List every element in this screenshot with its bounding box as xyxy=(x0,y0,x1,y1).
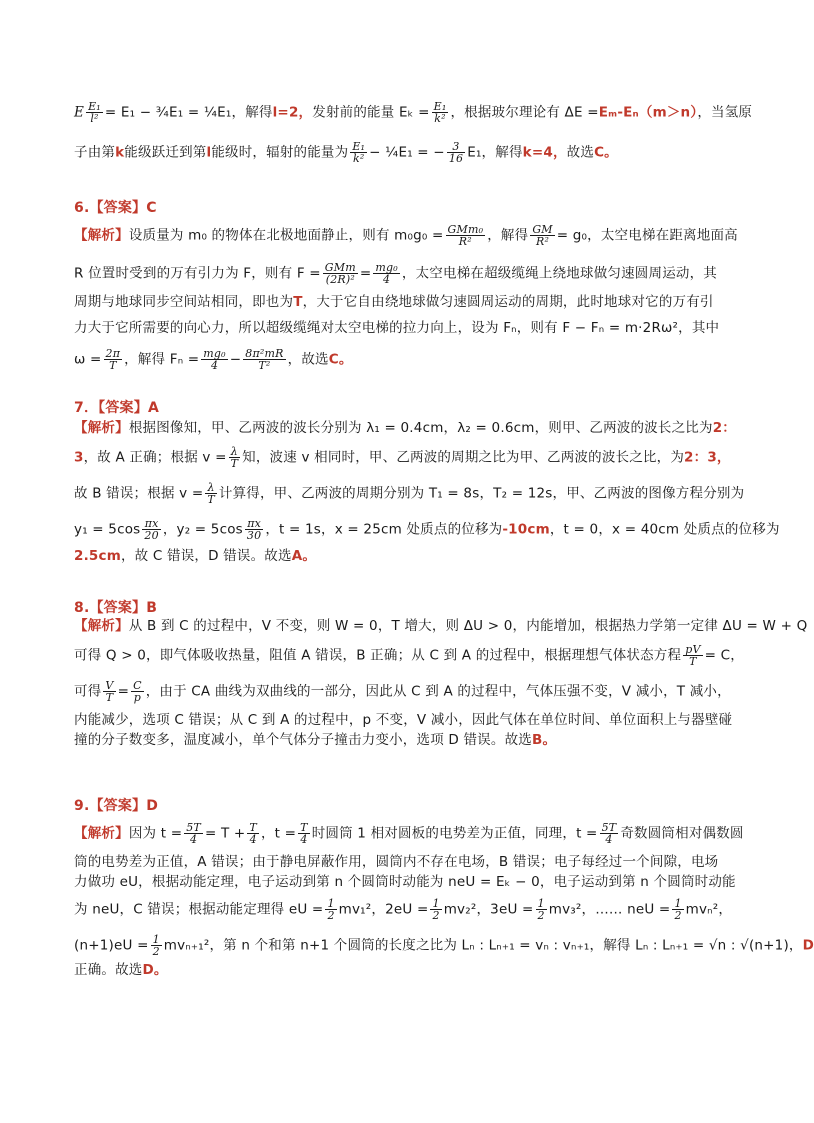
text: = g₀，太空电梯在距离地面高 xyxy=(556,227,738,244)
equation: − ¼E₁ = − xyxy=(369,144,445,161)
fraction: $\frac{\text{mg₀}}{4}$ xyxy=(203,347,226,372)
highlight: l=2， xyxy=(272,104,313,121)
q9-line-6 xyxy=(74,960,724,980)
text: 为 neU，C 错误；根据动能定理得 eU = xyxy=(74,901,324,918)
q9-line-1 xyxy=(74,821,744,846)
text: y₁ = 5cos xyxy=(74,521,141,538)
q8-line-1 xyxy=(74,616,808,636)
text: ，t = 0，x = 40cm 处质点的位移为 xyxy=(549,521,780,538)
text: ，太空电梯在超级缆绳上绕地球做匀速圆周运动，其 xyxy=(401,265,717,282)
q5-line-1 xyxy=(74,100,753,125)
analysis-label: 【解析】 xyxy=(74,420,129,436)
text: 力大于它所需要的向心力，所以超级缆绳对太空电梯的拉力向上，设为 Fₙ，则有 F − Fₙ = m·2Rω²，其中 xyxy=(74,320,720,336)
text: 能级跃迁到第 xyxy=(124,144,207,161)
text: 撞的分子数变多，温度减小，单个气体分子撞击力变小，选项 D 错误。故选 xyxy=(74,732,532,748)
fraction: $\frac{T}{4}$ xyxy=(249,821,257,846)
text: 筒的电势差为正值，A 错误；由于静电屏蔽作用，圆筒内不存在电场，B 错误；电子每经过一个间隙，电场 xyxy=(74,854,719,870)
highlight: 3 xyxy=(74,449,84,466)
text: 正确。故选 xyxy=(74,962,143,978)
text: ，解得 xyxy=(231,104,273,121)
text: 子由第 xyxy=(74,144,116,161)
text: − xyxy=(229,351,242,368)
fraction: $\frac{\lambda}{T}$ xyxy=(207,481,215,506)
text: 从 B 到 C 的过程中，V 不变，则 W = 0，T 增大，则 ΔU > 0，内能增加，根据热力学第一定律 ΔU = W + Q xyxy=(128,618,808,634)
text: ，故 A 正确；根据 v = xyxy=(83,449,227,466)
text: 时圆筒 1 相对圆板的电势差为正值，同理，t = xyxy=(311,825,598,842)
q7-line-2 xyxy=(74,445,731,470)
text: ，解得 Fₙ = xyxy=(124,351,200,368)
text: 根据图像知，甲、乙两波的波长分别为 λ₁ = 0.4cm，λ₂ = 0.6cm，则甲、乙两波的波长之比为 xyxy=(128,420,713,436)
text: ，由于 CA 曲线为双曲线的一部分，因此从 C 到 A 的过程中，气体压强不变，V 减小，T 减小， xyxy=(145,683,731,700)
highlight: 2：3， xyxy=(684,449,731,466)
text: (n+1)eU = xyxy=(74,937,149,954)
fraction: $\frac{3}{16}$ xyxy=(448,140,464,165)
answer-header: 7．【答案】A xyxy=(74,400,159,416)
fraction: $\frac{5T}{4}$ xyxy=(601,821,617,846)
fraction: $\frac{\text{E₁}}{\text{k²}}$ xyxy=(352,140,366,165)
analysis-label: 【解析】 xyxy=(74,227,129,244)
highlight: D xyxy=(802,937,814,954)
text: mv₂²，3eU = xyxy=(443,901,534,918)
text: ，故 C 错误，D 错误。故选 xyxy=(120,548,292,564)
fraction: $\frac{GM}{\text{R²}}$ xyxy=(532,223,553,248)
text: = xyxy=(117,683,130,700)
fraction: $\frac{\lambda}{T}$ xyxy=(230,445,239,470)
answer: B。 xyxy=(531,732,557,748)
q6-line-2 xyxy=(74,262,724,285)
fraction: $\frac{\text{GMm₀}}{\text{R²}}$ xyxy=(447,223,484,248)
fraction: $\frac{C}{p}$ xyxy=(133,679,142,704)
fraction: $\frac{5T}{4}$ xyxy=(186,821,201,846)
text: E₁，解得 xyxy=(467,144,523,161)
text: ，t = 1s，x = 25cm 处质点的位移为 xyxy=(265,521,503,538)
analysis-label: 【解析】 xyxy=(74,825,129,842)
q6-line-5 xyxy=(74,348,724,371)
highlight: l xyxy=(206,144,212,161)
highlight: k=4， xyxy=(522,144,567,161)
answer-header: 6.【答案】C xyxy=(74,200,157,216)
fraction: $\frac{\text{E₁}}{\text{l²}}$ xyxy=(88,100,101,125)
text: 力做功 eU，根据动能定理，电子运动到第 n 个圆筒时动能为 neU = Eₖ − 0，电子运动到第 n 个圆筒时动能 xyxy=(74,874,736,890)
q7-line-5 xyxy=(74,546,724,566)
text: ，故选 xyxy=(287,351,329,368)
text: 周期与地球同步空间站相同，即也为 xyxy=(74,294,294,310)
q7-line-3 xyxy=(74,481,745,506)
fraction: $\frac{\text{GMm}}{\text{(2R)²}}$ xyxy=(324,261,356,286)
q8-header xyxy=(74,598,724,618)
q9-line-2 xyxy=(74,852,724,872)
text: ω = xyxy=(74,351,102,368)
text: = T + xyxy=(204,825,246,842)
text: 可得 xyxy=(74,683,102,700)
text: mvₙ²， xyxy=(685,901,733,918)
text: 可得 Q > 0，即气体吸收热量，阻值 A 错误，B 正确；从 C 到 A 的过程中，根据理想气体状态方程 xyxy=(74,647,682,664)
fraction: $\frac{\text{E₁}}{\text{k²}}$ xyxy=(433,100,447,125)
answer-header: 8.【答案】B xyxy=(74,600,158,616)
text: ，t = xyxy=(260,825,297,842)
text: ，大于它自由绕地球做匀速圆周运动的周期，此时地球对它的万有引 xyxy=(302,294,714,310)
text: mvₙ₊₁²，第 n 个和第 n+1 个圆筒的长度之比为 Lₙ : Lₙ₊₁ = vₙ : vₙ₊₁，解得 Lₙ : Lₙ₊₁ = √n : √(n+1)， xyxy=(163,937,803,954)
highlight: 2.5cm xyxy=(74,548,121,564)
text: 因为 t = xyxy=(128,825,183,842)
highlight: Eₘ-Eₙ（m＞n） xyxy=(598,104,698,121)
fraction: $\frac{pV}{T}$ xyxy=(685,643,701,668)
fraction: $\frac{V}{T}$ xyxy=(105,679,114,704)
q7-line-4 xyxy=(74,517,780,542)
text: 知，波速 v 相同时，甲、乙两波的周期之比为甲、乙两波的波长之比，为 xyxy=(242,449,685,466)
fraction: $\frac{\text{8π²mR}}{\text{T²}}$ xyxy=(245,347,284,372)
highlight: -10cm xyxy=(502,521,550,538)
text: = xyxy=(359,265,372,282)
fraction: $\frac{1}{2}$ xyxy=(327,897,335,922)
q9-line-3 xyxy=(74,872,736,892)
text: 奇数圆筒相对偶数圆 xyxy=(620,825,744,842)
text: 计算得，甲、乙两波的周期分别为 T₁ = 8s，T₂ = 12s，甲、乙两波的图像方程分别为 xyxy=(218,485,745,502)
q8-line-3 xyxy=(74,679,731,704)
q9-line-5 xyxy=(74,933,814,958)
text: mv₁²，2eU = xyxy=(338,901,429,918)
fraction: $\frac{1}{2}$ xyxy=(674,897,682,922)
fraction: $\frac{1}{2}$ xyxy=(432,897,440,922)
q6-line-3 xyxy=(74,292,724,312)
q9-header xyxy=(74,796,724,816)
text: = C， xyxy=(704,647,744,664)
highlight: 2： xyxy=(712,420,736,436)
q7-line-1 xyxy=(74,418,736,438)
q8-line-5 xyxy=(74,730,724,750)
text: 故选 xyxy=(566,144,595,161)
text: 发射前的能量 Eₖ = xyxy=(312,104,430,121)
answer: A。 xyxy=(291,548,317,564)
text: ，y₂ = 5cos xyxy=(162,521,243,538)
q6-header xyxy=(74,198,724,218)
energy-symbol: E xyxy=(74,104,85,121)
text: 设质量为 m₀ 的物体在北极地面静止，则有 m₀g₀ = xyxy=(128,227,444,244)
q6-line-4 xyxy=(74,318,724,338)
q8-line-2 xyxy=(74,643,744,668)
fraction: $\frac{T}{4}$ xyxy=(300,821,308,846)
equation: = E₁ − ¾E₁ = ¼E₁ xyxy=(104,104,232,121)
fraction: $\frac{1}{2}$ xyxy=(152,933,160,958)
highlight: T xyxy=(293,294,303,310)
fraction: $\frac{\pi x}{20}$ xyxy=(144,517,159,542)
q9-line-4 xyxy=(74,897,733,922)
answer-header: 9.【答案】D xyxy=(74,798,159,814)
answer: C。 xyxy=(594,144,618,161)
q6-line-1 xyxy=(74,223,738,248)
text: R 位置时受到的万有引力为 F，则有 F = xyxy=(74,265,321,282)
text: 内能减少，选项 C 错误；从 C 到 A 的过程中，p 不变，V 减小，因此气体在单位时间、单位面积上与器壁碰 xyxy=(74,712,733,728)
text: ，根据玻尔理论有 ΔE = xyxy=(450,104,599,121)
text: mv₃²，…… neU = xyxy=(548,901,671,918)
fraction: $\frac{1}{2}$ xyxy=(537,897,545,922)
answer: C。 xyxy=(328,351,353,368)
text: 能级时，辐射的能量为 xyxy=(211,144,349,161)
q7-header xyxy=(74,398,724,418)
fraction: $\frac{2\pi}{T}$ xyxy=(105,347,121,372)
analysis-label: 【解析】 xyxy=(74,618,129,634)
answer: D。 xyxy=(142,962,168,978)
fraction: $\frac{\text{mg₀}}{4}$ xyxy=(375,261,398,286)
text: ，解得 xyxy=(487,227,529,244)
text: ，当氢原 xyxy=(697,104,753,121)
q8-line-4 xyxy=(74,710,733,730)
text: 故 B 错误；根据 v = xyxy=(74,485,204,502)
q5-line-2 xyxy=(74,141,724,164)
highlight: k xyxy=(115,144,125,161)
fraction: $\frac{\pi x}{30}$ xyxy=(246,517,262,542)
